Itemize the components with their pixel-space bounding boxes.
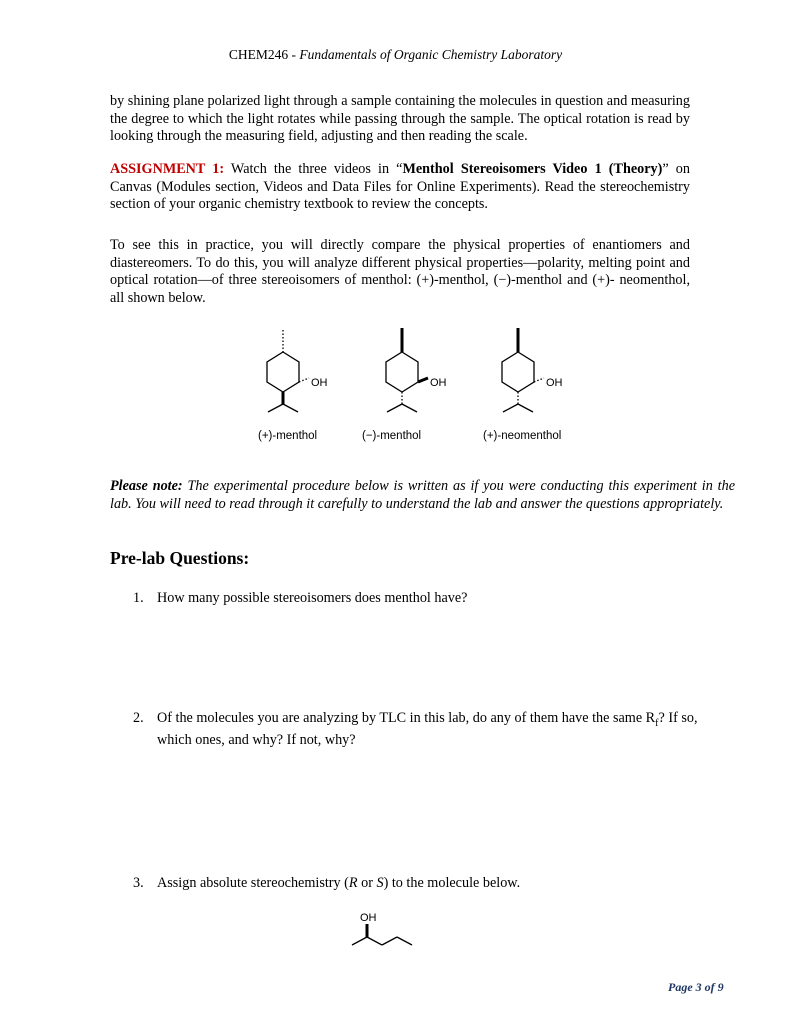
neomenthol-label: (+)-neomenthol — [483, 430, 562, 442]
question-text — [157, 710, 735, 750]
video-title: Menthol Stereoisomers Video 1 (Theory) — [402, 161, 663, 177]
oh-label: OH — [311, 377, 328, 389]
minus-menthol-structure — [386, 328, 428, 412]
oh-label: OH — [360, 912, 377, 924]
question-text: How many possible stereoisomers does menthol have? — [157, 590, 468, 606]
plus-menthol-label: (+)-menthol — [258, 430, 318, 442]
neomenthol-structure — [502, 328, 544, 412]
minus-menthol-label: (−)-menthol — [362, 430, 422, 442]
assignment-paragraph — [110, 161, 690, 214]
prelab-heading: Pre-lab Questions: — [110, 548, 250, 568]
question-text — [157, 875, 735, 893]
r-config: R — [348, 875, 358, 891]
question-number: 1. — [133, 590, 144, 606]
course-code: CHEM246 — [228, 47, 289, 62]
plus-menthol-structure — [267, 330, 309, 412]
question-text-part: or — [357, 875, 377, 891]
question-text-part: ? If so, which ones, and why? If not, why? — [157, 710, 698, 749]
butanol-structure — [340, 908, 440, 958]
question-text-part: ) to the molecule below. — [383, 875, 521, 891]
oh-label: OH — [430, 377, 447, 389]
question-text-part: Of the molecules you are analyzing by TLC in this lab, do any of them have the same R — [157, 710, 656, 726]
question-number: 3. — [133, 875, 144, 891]
assignment-text-after: ” on Canvas (Modules section, Videos and Data Files for Online Experiments). Read the stereochemistry section of your organic chemistry textbook to review the concepts. — [110, 161, 690, 213]
course-title: Fundamentals of Organic Chemistry Laboratory — [299, 47, 563, 62]
s-config: S — [376, 875, 384, 891]
oh-label: OH — [546, 377, 563, 389]
question-number: 2. — [133, 710, 144, 726]
rf-subscript: f — [655, 717, 659, 729]
page-header — [0, 47, 791, 63]
please-note-label: Please note: — [110, 478, 183, 494]
assignment-label: ASSIGNMENT 1: — [110, 161, 225, 177]
assignment-text-before: Watch the three videos in “ — [224, 161, 403, 177]
please-note-paragraph — [110, 477, 735, 513]
page-number: Page 3 of 9 — [668, 980, 724, 994]
please-note-text: The experimental procedure below is written as if you were conducting this experiment in the lab. You will need to read through it carefully to understand the lab and answer the questions appropriately. — [110, 478, 736, 512]
question-text-part: Assign absolute stereochemistry ( — [157, 875, 349, 891]
intro-paragraph: by shining plane polarized light through a sample containing the molecules in question and measuring the degree to which the light rotates while passing through the sample. The optical rotation is read by looking through the measuring field, adjusting and then reading the scale. — [110, 93, 690, 145]
header-separator: - — [288, 47, 300, 62]
practice-paragraph: To see this in practice, you will directly compare the physical properties of enantiomers and diastereomers. To do this, you will analyze different physical properties—polarity, melting point and optical rotation—of three stereoisomers of menthol: (+)-menthol, (−)-menthol and (+)- neomenthol, all shown below. — [110, 237, 690, 306]
